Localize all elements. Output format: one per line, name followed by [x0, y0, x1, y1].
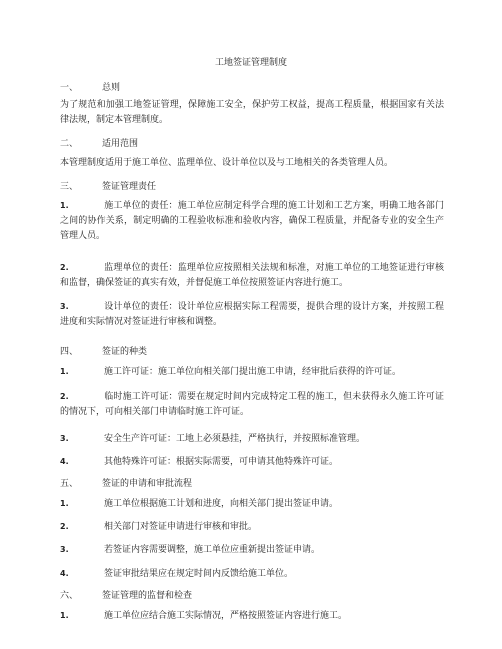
item-number: 2.	[60, 263, 69, 272]
document-title: 工地签证管理制度	[214, 58, 287, 68]
item-text: 施工单位根据施工计划和进度，向相关部门提出签证申请。	[104, 499, 339, 509]
list-item	[60, 260, 444, 291]
item-text: 施工许可证：施工单位向相关部门提出施工申请，经审批后获得的许可证。	[104, 367, 402, 377]
list-item	[60, 542, 444, 558]
section-number: 三、	[60, 182, 79, 192]
section-heading-process	[60, 478, 192, 490]
list-item	[60, 454, 444, 470]
section-title: 适用范围	[102, 139, 139, 149]
item-text: 安全生产许可证：工地上必须悬挂，严格执行，并按照标准管理。	[104, 434, 366, 444]
section-title: 总则	[102, 83, 121, 93]
section-heading-types	[60, 346, 147, 358]
item-text: 签证审批结果应在规定时间内反馈给施工单位。	[104, 569, 294, 579]
item-number: 4.	[60, 457, 69, 466]
section-heading-responsibility	[60, 181, 156, 193]
section-title: 签证的种类	[102, 347, 148, 357]
section-title: 签证管理责任	[102, 182, 157, 192]
item-number: 1.	[60, 201, 69, 210]
section-number: 五、	[60, 479, 79, 489]
list-item	[60, 299, 444, 330]
section-heading-scope	[60, 138, 138, 150]
item-text: 其他特殊许可证：根据实际需要，可申请其他特殊许可证。	[104, 457, 339, 467]
section-number: 四、	[60, 347, 79, 357]
list-item	[60, 198, 444, 244]
list-item	[60, 431, 444, 447]
item-number: 1.	[60, 611, 69, 620]
item-text: 若签证内容需要调整，施工单位应重新提出签证申请。	[104, 545, 321, 555]
section-number: 二、	[60, 139, 79, 149]
section-title: 签证的申请和审批流程	[102, 479, 193, 489]
item-number: 1.	[60, 499, 69, 508]
list-item	[60, 364, 444, 380]
paragraph-scope: 本管理制度适用于施工单位、监理单位、设计单位以及与工地相关的各类管理人员。	[60, 158, 394, 168]
item-text: 施工单位的责任：施工单位应制定科学合理的施工计划和工艺方案，明确工地各部门之间的协作关系，制定明确的工程验收标准和验收内容，确保工程质量，并配备专业的安全生产管理人员。	[60, 201, 444, 241]
section-heading-general	[60, 82, 120, 94]
item-number: 3.	[60, 434, 69, 443]
list-item	[60, 566, 444, 582]
item-number: 3.	[60, 302, 69, 311]
list-item	[60, 389, 444, 420]
paragraph-general: 为了规范和加强工地签证管理，保障施工安全，保护劳工权益，提高工程质量，根据国家有关法律法规，制定本管理制度。	[60, 100, 444, 125]
item-text: 临时施工许可证：需要在规定时间内完成特定工程的施工，但未获得永久施工许可证的情况下，可向相关部门申请临时施工许可证。	[60, 392, 444, 417]
item-number: 4.	[60, 569, 69, 578]
list-item	[60, 608, 444, 624]
item-number: 3.	[60, 545, 69, 554]
item-text: 相关部门对签证申请进行审核和审批。	[104, 522, 258, 532]
section-heading-supervision	[60, 590, 192, 602]
section-number: 一、	[60, 83, 79, 93]
list-item	[60, 519, 444, 535]
list-item	[60, 496, 444, 512]
section-number: 六、	[60, 591, 79, 601]
item-number: 2.	[60, 392, 69, 401]
item-text: 施工单位应结合施工实际情况，严格按照签证内容进行施工。	[104, 611, 348, 621]
item-number: 1.	[60, 367, 69, 376]
section-title: 签证管理的监督和检查	[102, 591, 193, 601]
item-text: 设计单位的责任：设计单位应根据实际工程需要，提供合理的设计方案，并按照工程进度和实际情况对签证进行审核和调整。	[60, 302, 444, 327]
item-number: 2.	[60, 522, 69, 531]
item-text: 监理单位的责任：监理单位应按照相关法规和标准，对施工单位的工地签证进行审核和监督，确保签证的真实有效，并督促施工单位按照签证内容进行施工。	[60, 263, 444, 288]
